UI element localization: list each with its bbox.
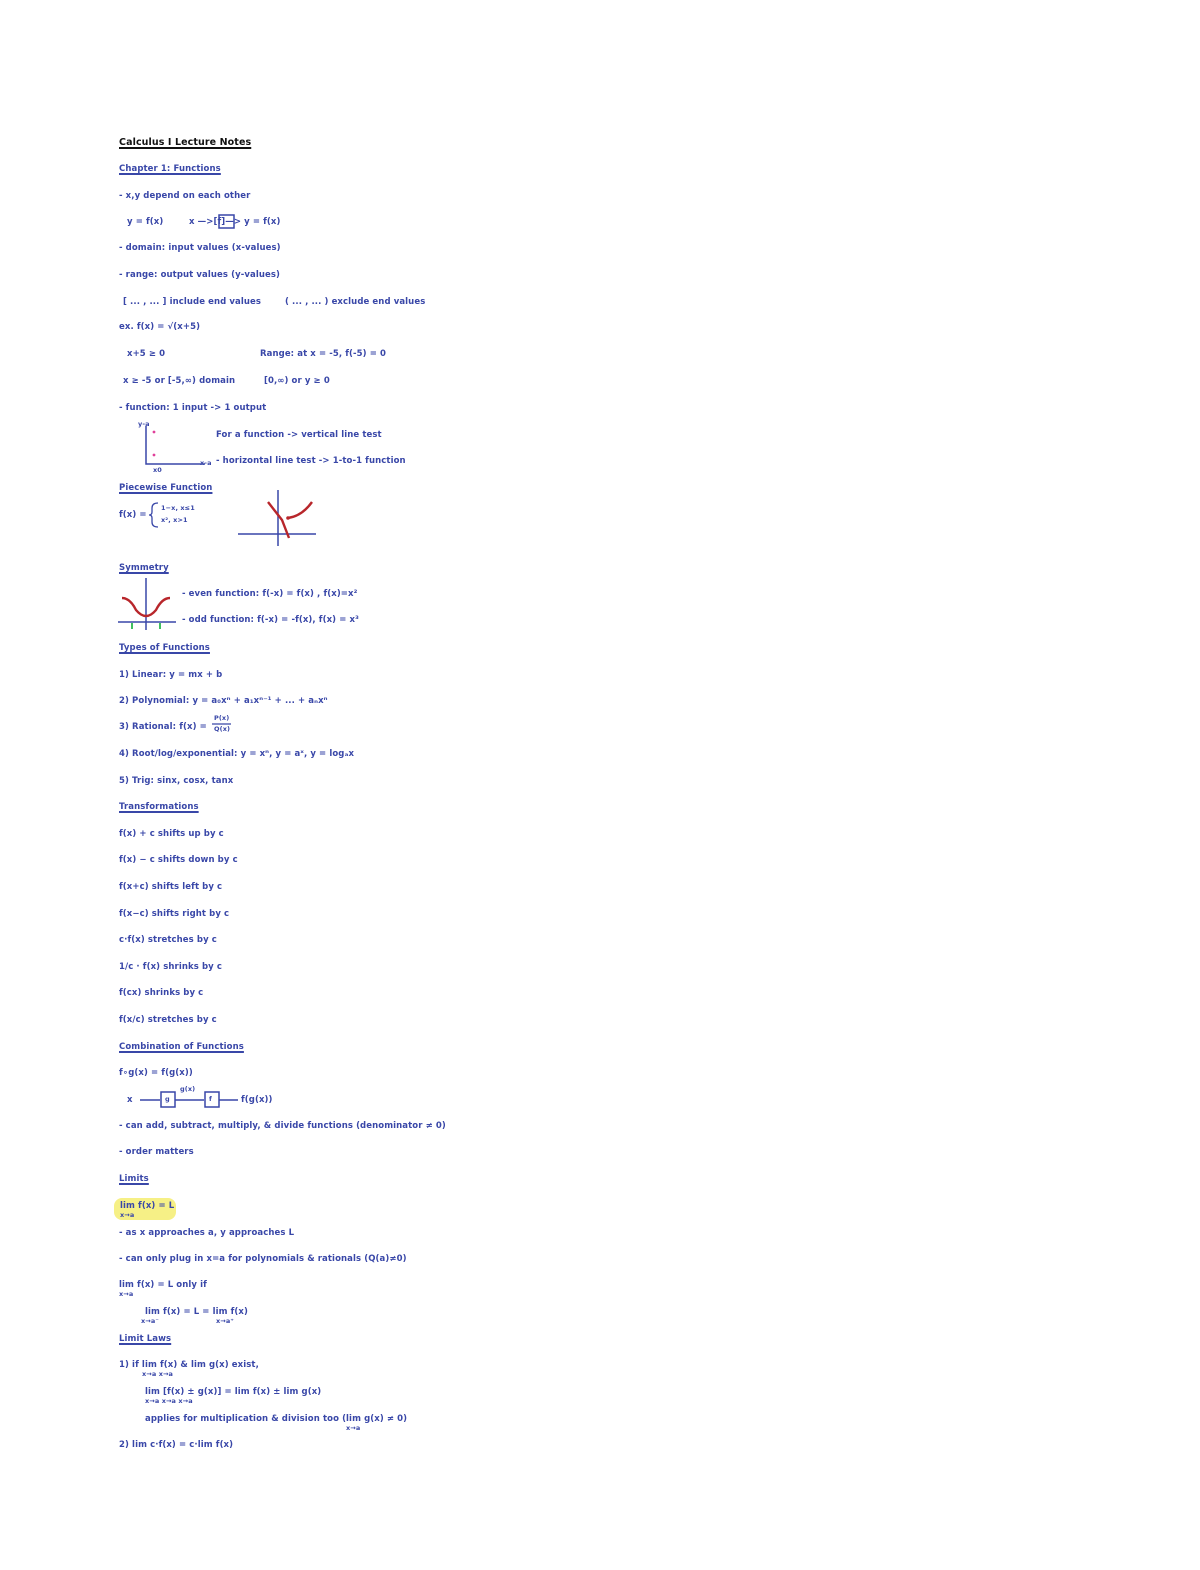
piece-line: x², x>1 [161, 516, 188, 524]
note-line: 3) Rational: f(x) = [119, 722, 207, 732]
note-line: x+5 ≥ 0 [127, 349, 166, 359]
note-line: 5) Trig: sinx, cosx, tanx [119, 776, 234, 786]
note-line: - can add, subtract, multiply, & divide functions (denominator ≠ 0) [119, 1121, 446, 1131]
note-line: f∘g(x) = f(g(x)) [119, 1068, 193, 1078]
note-line: f(x+c) shifts left by c [119, 882, 223, 892]
doc-title: Calculus I Lecture Notes [119, 137, 252, 148]
note-line: - domain: input values (x-values) [119, 243, 281, 253]
note-line: ex. f(x) = √(x+5) [119, 322, 201, 332]
note-line: 1) Linear: y = mx + b [119, 670, 223, 680]
note-line: c·f(x) stretches by c [119, 935, 217, 945]
note-line: ( ... , ... ) exclude end values [285, 297, 426, 307]
axis-label-x: x-a [200, 459, 212, 467]
axis-label-y: y-a [138, 420, 150, 428]
note-line: - odd function: f(-x) = -f(x), f(x) = x³ [182, 615, 359, 625]
composition-gx: g(x) [180, 1085, 196, 1093]
note-line: - even function: f(-x) = f(x) , f(x)=x² [182, 589, 358, 599]
note-line: f(x) = [119, 510, 147, 520]
note-line: - range: output values (y-values) [119, 270, 281, 280]
function-machine-box [218, 214, 236, 230]
note-line: 1/c · f(x) shrinks by c [119, 962, 222, 972]
note-line: [ ... , ... ] include end values [123, 297, 262, 307]
note-line: f(x) − c shifts down by c [119, 855, 238, 865]
limit-subscript: x→a x→a x→a [145, 1397, 193, 1405]
section-heading-types: Types of Functions [119, 643, 210, 653]
note-line: For a function -> vertical line test [216, 430, 382, 440]
piecewise-graph [236, 488, 320, 548]
limit-definition: lim f(x) = L [120, 1201, 175, 1211]
note-line: y = f(x) [127, 217, 164, 227]
limit-subscript: x→a [346, 1424, 361, 1432]
note-line: lim f(x) = L = lim f(x) [145, 1307, 248, 1317]
composition-g: g [165, 1095, 170, 1103]
note-line: f(x) + c shifts up by c [119, 829, 224, 839]
section-heading-combination: Combination of Functions [119, 1042, 244, 1052]
note-line: Range: at x = -5, f(-5) = 0 [260, 349, 387, 359]
note-line: - x,y depend on each other [119, 191, 251, 201]
limit-subscript: x→a⁺ [216, 1317, 234, 1325]
note-line: - order matters [119, 1147, 194, 1157]
limit-subscript: x→a [120, 1211, 135, 1219]
note-line: - as x approaches a, y approaches L [119, 1228, 295, 1238]
limit-subscript: x→a x→a [142, 1370, 174, 1378]
section-heading-symmetry: Symmetry [119, 563, 169, 573]
fraction-denominator: Q(x) [214, 725, 231, 733]
section-heading-limit-laws: Limit Laws [119, 1334, 172, 1344]
note-line: [0,∞) or y ≥ 0 [264, 376, 330, 386]
note-line: - function: 1 input -> 1 output [119, 403, 267, 413]
note-line: f(x−c) shifts right by c [119, 909, 230, 919]
composition-output: f(g(x)) [241, 1095, 273, 1105]
limit-subscript: x→a⁻ [141, 1317, 159, 1325]
section-heading-transformations: Transformations [119, 802, 199, 812]
note-line: 2) lim c·f(x) = c·lim f(x) [119, 1440, 234, 1450]
note-line: applies for multiplication & division too (lim g(x) ≠ 0) [145, 1414, 408, 1424]
note-line: lim [f(x) ± g(x)] = lim f(x) ± lim g(x) [145, 1387, 322, 1397]
piecewise-brace [148, 502, 160, 528]
composition-f: f [209, 1095, 212, 1103]
note-line: x —>[f]—> y = f(x) [189, 217, 281, 227]
note-line: 4) Root/log/exponential: y = xⁿ, y = aˣ, y = logₐx [119, 749, 355, 759]
note-line: 1) if lim f(x) & lim g(x) exist, [119, 1360, 259, 1370]
composition-input: x [127, 1095, 133, 1105]
fraction-numerator: P(x) [214, 714, 230, 722]
piece-line: 1−x, x≤1 [161, 504, 195, 512]
note-line: x ≥ -5 or [-5,∞) domain [123, 376, 236, 386]
section-heading-piecewise: Piecewise Function [119, 483, 213, 493]
note-line: - horizontal line test -> 1-to-1 function [216, 456, 406, 466]
symmetry-graph [116, 576, 178, 634]
note-line: 2) Polynomial: y = a₀xⁿ + a₁xⁿ⁻¹ + ... + aₙxⁿ [119, 696, 328, 706]
note-line: - can only plug in x=a for polynomials & rationals (Q(a)≠0) [119, 1254, 407, 1264]
limit-subscript: x→a [119, 1290, 134, 1298]
note-line: lim f(x) = L only if [119, 1280, 207, 1290]
note-line: f(cx) shrinks by c [119, 988, 204, 998]
section-heading-limits: Limits [119, 1174, 149, 1184]
section-heading-functions: Chapter 1: Functions [119, 164, 221, 174]
note-line: f(x/c) stretches by c [119, 1015, 217, 1025]
axis-label-x0: x0 [153, 466, 162, 474]
